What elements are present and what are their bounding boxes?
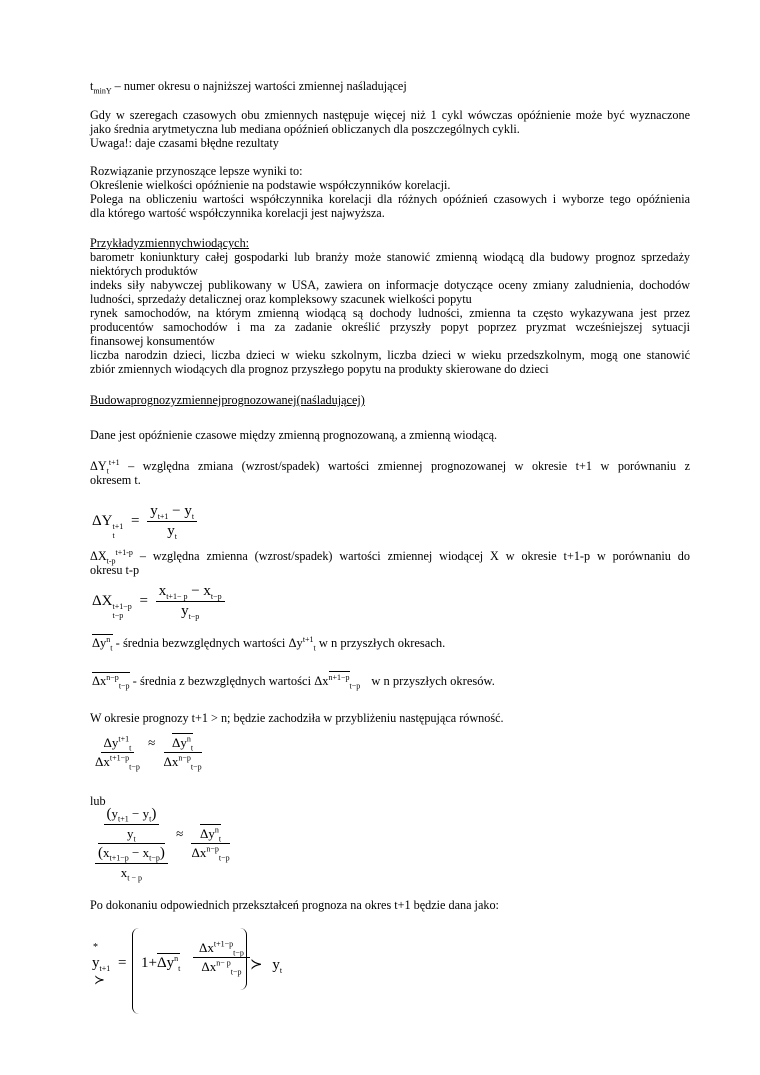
approx2-sign: ≈ [176, 826, 184, 842]
deltaY-definition-line1 [90, 457, 690, 476]
paren-left: ( [98, 845, 103, 861]
dy-var: Δy [172, 735, 187, 750]
dx-var: Δx [191, 845, 207, 860]
or-label: lub [90, 794, 106, 808]
sub-tmp: t−p [218, 853, 230, 863]
x-var: x [158, 583, 167, 599]
dx-var: Δx [314, 674, 329, 688]
sup-n: n [186, 734, 191, 744]
solution-line3: Polega na obliczeniu wartości współczynnika korelacji dla różnych opóźnień czasowych i wyborze tego opóźnienia [90, 192, 690, 206]
dx-var: Δx [95, 754, 110, 769]
sup-tp1: t+1 [302, 634, 314, 644]
heading-forecast-construction: Budowaprognozyzmiennejprognozowanej(naśladującej) [90, 393, 365, 407]
approx1-right-fraction [161, 735, 205, 770]
deltaX-definition-line1 [90, 547, 690, 566]
formula-deltaX-fraction [156, 583, 225, 620]
forecast-fraction-body [193, 940, 250, 975]
paren-right: ) [151, 806, 157, 822]
x-var: x [103, 845, 110, 860]
deltaX-text: – względna zmienna (wzrost/spadek) wartości zmiennej wiodącej X w okresie t+1-p w porównaniu do [132, 549, 690, 563]
sup-nmp: n−p [106, 672, 119, 682]
sub-tp1: t+1 [118, 814, 129, 824]
x-var: x [142, 845, 150, 860]
sub-t: t [110, 643, 113, 653]
formula-approx1 [92, 735, 205, 770]
paren-left: ( [106, 806, 112, 822]
tmin-definition [90, 79, 690, 96]
mean-x-text: - średnia z bezwzględnych wartości [129, 674, 315, 688]
deltaX-sup: t+1-p [115, 547, 133, 557]
dx-var: Δx [163, 754, 179, 769]
dx-var: Δx [92, 674, 107, 688]
sub-tmp: t−p [230, 967, 242, 977]
y-var: y [150, 503, 158, 519]
deltaY-sub: t [106, 466, 109, 476]
example-births-line2: zbiór zmiennych wiodących dla prognoz przyszłego popytu na produkty skierowane do dzieci [90, 362, 549, 376]
sub-tp1mp: t+1− p [166, 592, 188, 601]
dy-var: Δy [156, 955, 175, 971]
formula-deltaY-symbol: ΔY [92, 512, 113, 529]
paragraph-cycles-line2: jako średnia arytmetyczna lub mediana opóźnień obliczanych dla poszczególnych cykli. [90, 122, 520, 136]
forecast-star: * [93, 942, 98, 953]
formula-deltaX [92, 583, 225, 620]
minus-sign: − [131, 806, 140, 821]
formula-deltaY [92, 503, 197, 540]
sup-nmp: n−p [178, 753, 191, 763]
one-plus: 1+ [141, 955, 157, 971]
formula-deltaX-symbol: ΔX [92, 592, 113, 609]
sup-nmp: n− p [216, 958, 231, 968]
y-var: y [92, 955, 100, 971]
dy-var: Δy [92, 636, 107, 650]
x-var: x [203, 583, 211, 599]
sub-tp1: t+1 [99, 964, 111, 973]
sup-n: n [214, 825, 219, 835]
tmin-text: – numer okresu o najniższej wartości zmiennej naśladującej [111, 79, 407, 93]
example-cars-line1: rynek samochodów, na którym zmienną wiodącą są dochody ludności, zmienna ta często wykazywana jest przez [90, 306, 690, 320]
sub-tmp: t−p [210, 592, 222, 601]
approx1-left-fraction [92, 735, 143, 770]
y-var: y [127, 826, 134, 841]
sup-nmp: n−p [206, 844, 219, 854]
sup-tp1: t+1 [118, 734, 130, 744]
approximation-statement: W okresie prognozy t+1 > n; będzie zachodziła w przybliżeniu następująca równość. [90, 711, 504, 725]
sub-tmp: t−p [190, 762, 202, 772]
sub-t: t [313, 643, 316, 653]
forecast-statement: Po dokonaniu odpowiednich przekształceń prognoza na okres t+1 będzie dana jako: [90, 898, 499, 912]
formula-approx2 [92, 806, 233, 881]
y-var: y [272, 957, 280, 973]
mean-y-line [92, 636, 445, 651]
dx-var: Δx [199, 940, 214, 955]
formula-deltaX-equals: = [139, 592, 148, 609]
forecast-fraction [193, 940, 250, 975]
sub-tp1: t+1 [157, 512, 169, 521]
heading-leading-variables: Przykładyzmiennychwiodących: [90, 236, 250, 250]
paragraph-cycles-warning: Uwaga!: daje czasami błędne rezultaty [90, 136, 279, 150]
example-cars-line3: finansowej konsumentów [90, 334, 215, 348]
mean-y-text2: w n przyszłych okresach. [315, 636, 446, 650]
example-births-line1: liczba narodzin dzieci, liczba dzieci w wieku szkolnym, liczba dzieci w wieku przedszkolnym, mogą one stanowić [90, 348, 690, 362]
sub-tmp: t−p [233, 948, 244, 958]
sub-t: t [190, 743, 194, 753]
sub-t: t [174, 532, 178, 541]
example-index-line1: indeks siły nabywczej publikowany w USA, zawiera on informacje dotyczące oceny zmiany zaludnienia, dochodów [90, 278, 690, 292]
mean-x-text2: w n przyszłych okresów. [368, 674, 495, 688]
solution-line4: dla którego wartość współczynnika korelacji jest najwyższa. [90, 206, 385, 220]
formula-deltaY-fraction [147, 503, 197, 540]
minus-sign: − [132, 845, 140, 860]
sub-t: t [149, 814, 152, 824]
forecast-under-mark: ≻ [94, 972, 105, 987]
forecast-one-plus [141, 955, 180, 972]
formula-deltaY-sup: t+1 [112, 522, 124, 531]
deltaY-sup: t+1 [108, 457, 120, 467]
mean-y-text: - średnia bezwzględnych wartości [112, 636, 289, 650]
approx2-left-fraction [92, 806, 171, 881]
minus-sign: − [191, 583, 200, 599]
forecast-times-yt [250, 955, 282, 974]
sub-t: t [279, 966, 283, 975]
y-var: y [111, 806, 118, 821]
sup-n: n [106, 634, 111, 644]
dy-var: Δy [199, 826, 215, 841]
minus-sign: − [172, 503, 181, 519]
sup-tp1mp: t+1−p [213, 939, 234, 949]
deltaX-definition-line2: okresu t-p [90, 563, 140, 577]
solution-line2: Określenie wielkości opóźnienie na podstawie współczynników korelacji. [90, 178, 451, 192]
dx-var: Δx [201, 959, 217, 974]
x-var: x [120, 865, 128, 880]
lag-statement: Dane jest opóźnienie czasowe między zmienną prognozowaną, a zmienną wiodącą. [90, 428, 498, 442]
y-var: y [181, 603, 189, 619]
tmin-symbol: t [90, 79, 94, 93]
y-var: y [142, 806, 150, 821]
approx2-right-fraction [188, 826, 232, 861]
sub-t: t [178, 964, 181, 973]
times-mark: ≻ [250, 957, 263, 973]
sub-t: t [218, 834, 222, 844]
sup-np1mp: n+1−p [328, 672, 350, 682]
mean-x-symbol [92, 672, 130, 691]
solution-line1: Rozwiązanie przynoszące lepsze wyniki to: [90, 164, 303, 178]
sup-n: n [174, 954, 179, 963]
sub-tmp: t−p [118, 681, 130, 691]
tmin-subscript: minY [93, 86, 112, 96]
deltaY-definition-line2: okresem t. [90, 473, 141, 487]
sub-tp1mp: t+1−p [109, 853, 129, 863]
approx2-denominator-fraction [95, 845, 168, 881]
deltaY-text: – względna zmiana (wzrost/spadek) wartości zmiennej prognozowanej w okresie t+1 w porównaniu z [119, 459, 690, 473]
sub-tmp: t − p [127, 873, 143, 883]
formula-deltaX-sup: t+1−p [112, 602, 132, 611]
formula-deltaY-equals: = [130, 512, 140, 529]
sub-tmp: t−p [149, 853, 160, 863]
sub-t: t [191, 512, 195, 521]
sub-tmp: t−p [349, 681, 361, 691]
example-barometer-line1: barometr koniunktury całej gospodarki lub branży może stanowić zmienną wiodącą dla budowy prognoz sprzedaży [90, 250, 690, 264]
dy-var: Δy [288, 636, 303, 650]
deltaY-symbol: ΔY [90, 459, 107, 473]
sub-t: t [133, 834, 136, 844]
mean-x-line [92, 674, 495, 689]
deltaX-symbol: ΔX [90, 549, 107, 563]
formula-deltaX-sub: t−p [112, 611, 124, 620]
example-cars-line2: producentów samochodów i ma za zadanie określić przyszły popyt poprzez pryzmat wcześniejszej sytuacji [90, 320, 690, 334]
y-var: y [184, 503, 192, 519]
approx1-sign: ≈ [148, 735, 156, 751]
example-barometer-line2: niektórych produktów [90, 264, 198, 278]
sub-tmp: t−p [188, 612, 200, 621]
paragraph-cycles-line1: Gdy w szeregach czasowych obu zmiennych następuje więcej niż 1 cykl wówczas opóźnienie może być wyznaczone [90, 108, 690, 122]
forecast-y [92, 955, 130, 972]
y-var: y [167, 523, 175, 539]
deltaX-sub: t-p [106, 556, 116, 566]
approx2-numerator-fraction [104, 806, 160, 842]
example-index-line2: ludności, sprzedaży detalicznej oraz kompleksowy szacunek wielkości popytu [90, 292, 472, 306]
sub-tmp: t−p [129, 762, 140, 772]
bracket-left [132, 928, 139, 1014]
mean-y-symbol [92, 634, 113, 653]
forecast-equals: = [117, 955, 127, 971]
sub-t: t [129, 743, 132, 753]
formula-deltaY-sub: t [112, 531, 115, 540]
sup-tp1mp: t+1−p [109, 753, 130, 763]
paren-right: ) [159, 845, 165, 861]
dy-var: Δy [103, 735, 119, 750]
